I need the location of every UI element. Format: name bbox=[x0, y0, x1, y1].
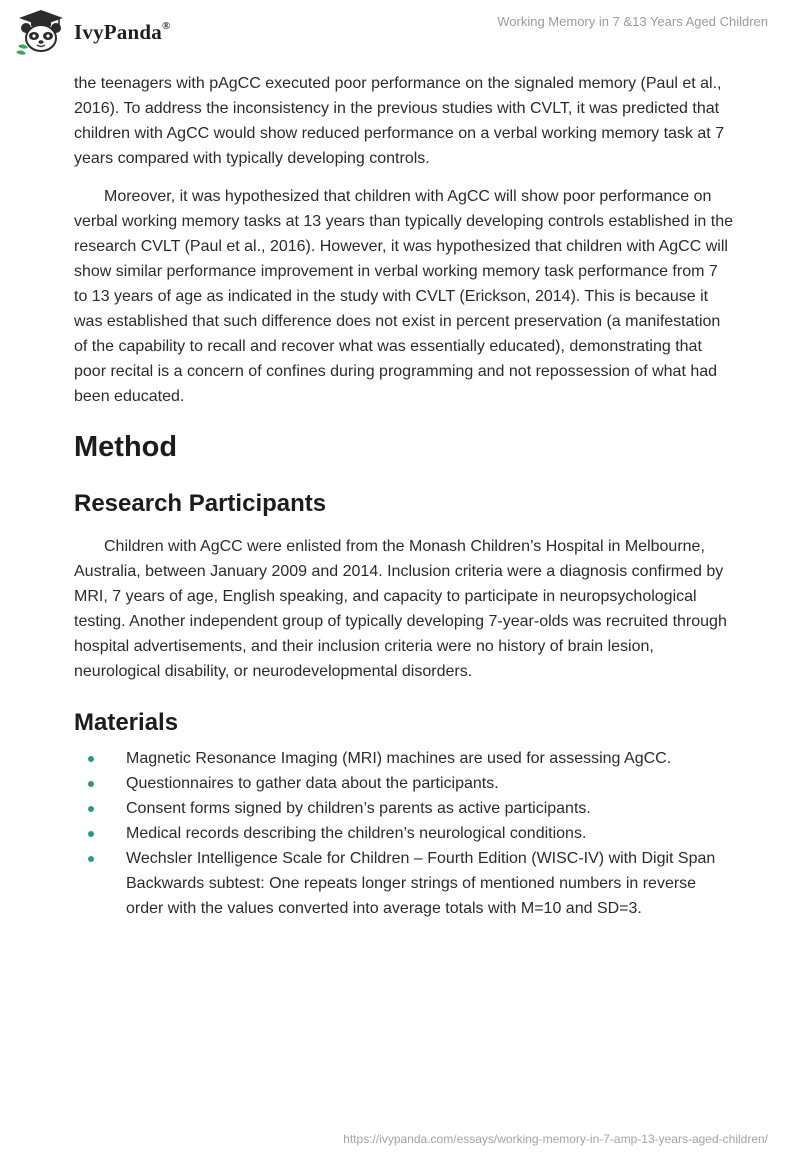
participants-paragraph: Children with AgCC were enlisted from the Monash Children’s Hospital in Melbourne, Australia, between January 2009 and 2014. Inclusion criteria were a diagnosis confirmed by MRI, 7 years of age, English speaking, and capacity to participate in neuropsychological testing. Another independent group of typically developing 7-year-olds was recruited through hospital advertisements, and their inclusion criteria were no history of brain lesion, neurological disability, or neurodevelopmental disorders. bbox=[74, 538, 727, 680]
list-item: Consent forms signed by children’s parents as active participants. bbox=[74, 796, 734, 821]
list-item: Magnetic Resonance Imaging (MRI) machines are used for assessing AgCC. bbox=[74, 746, 734, 771]
panda-logo-icon bbox=[14, 8, 68, 56]
bullet-icon bbox=[88, 806, 94, 812]
bullet-icon bbox=[88, 831, 94, 837]
page-header bbox=[0, 0, 800, 66]
intro-paragraph: the teenagers with pAgCC executed poor performance on the signaled memory (Paul et al., 2016). To address the inconsistency in the previous studies with CVLT, it was predicted that children with AgCC would show reduced performance on a verbal working memory task at 7 years compared with typically developing controls. bbox=[74, 75, 725, 167]
materials-list bbox=[74, 746, 734, 921]
brand-name: IvyPanda® bbox=[74, 19, 171, 44]
bullet-icon bbox=[88, 756, 94, 762]
hypothesis-paragraph: Moreover, it was hypothesized that children with AgCC will show poor performance on verbal working memory tasks at 13 years than typically developing controls established in the research CVLT (Paul et al., 2016). However, it was hypothesized that children with AgCC will show similar performance improvement in verbal working memory task performance from 7 to 13 years of age as indicated in the study with CVLT (Erickson, 2014). This is because it was established that such difference does not exist in percent preservation (a manifestation of the capability to recall and recover what was essentially educated), demonstrating that poor recital is a concern of confines during programming and not repossession of what had been educated. bbox=[74, 188, 733, 405]
method-heading: Method bbox=[74, 431, 178, 463]
materials-heading: Materials bbox=[74, 709, 179, 736]
list-item: Wechsler Intelligence Scale for Children – Fourth Edition (WISC-IV) with Digit Span Backwards subtest: One repeats longer strings of mentioned numbers in reverse order with the values converted into average totals with M=10 and SD=3. bbox=[74, 846, 734, 921]
document-title: Working Memory in 7 &13 Years Aged Children bbox=[497, 14, 768, 29]
bullet-icon bbox=[88, 781, 94, 787]
source-url-link[interactable]: https://ivypanda.com/essays/working-memory-in-7-amp-13-years-aged-children/ bbox=[343, 1132, 768, 1146]
list-item: Medical records describing the children’s neurological conditions. bbox=[74, 821, 734, 846]
brand-logo[interactable] bbox=[14, 8, 170, 56]
research-participants-heading: Research Participants bbox=[74, 490, 327, 517]
list-item: Questionnaires to gather data about the participants. bbox=[74, 771, 734, 796]
essay-content bbox=[74, 71, 734, 921]
bullet-icon bbox=[88, 856, 94, 862]
